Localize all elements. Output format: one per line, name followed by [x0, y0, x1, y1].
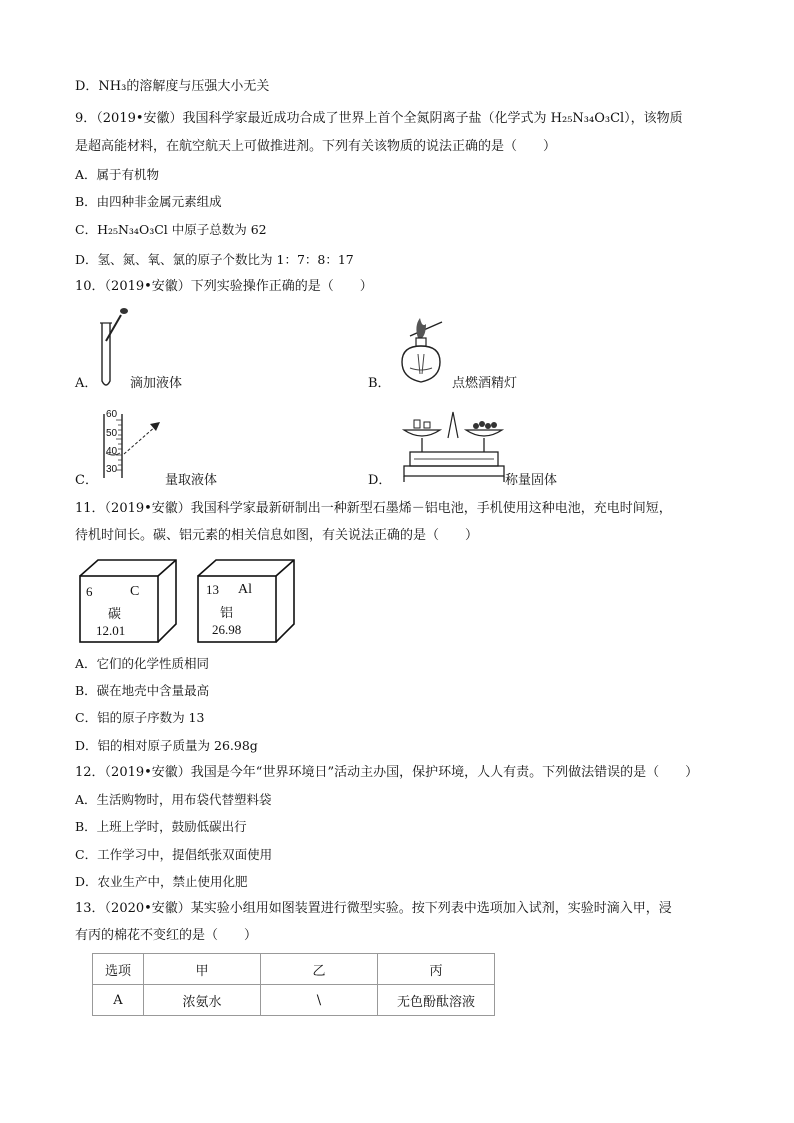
q11-option-d: D．铝的相对原子质量为 26.98g: [75, 738, 258, 753]
q12-stem: 12．（2019•安徽）我国是今年“世界环境日”活动主办国，保护环境，人人有责。下列做法错误的是（ ）: [75, 765, 699, 780]
table-header-cell: 乙: [261, 954, 378, 985]
q13-stem-line2: 有丙的棉花不变红的是（ ）: [75, 928, 258, 943]
carbon-name: 碳: [108, 606, 122, 621]
q12-option-c: C．工作学习中，提倡纸张双面使用: [75, 847, 273, 862]
element-cell-carbon: [78, 558, 178, 644]
q10-stem: 10．（2019•安徽）下列实验操作正确的是（ ）: [75, 279, 373, 294]
aluminum-symbol: Al: [238, 582, 252, 597]
q10-option-a-label: 滴加液体: [130, 376, 183, 391]
table-header-cell: 选项: [93, 954, 144, 985]
q9-stem-line2: 是超高能材料，在航空航天上可做推进剂。下列有关该物质的说法正确的是（ ）: [75, 139, 557, 154]
q12-option-b: B．上班上学时，鼓励低碳出行: [75, 819, 247, 834]
q12-option-d: D．农业生产中，禁止使用化肥: [75, 874, 248, 889]
q9-option-a: A．属于有机物: [75, 167, 160, 182]
q12-option-a: A．生活购物时，用布袋代替塑料袋: [75, 792, 272, 807]
q10-option-b-letter: B．: [368, 376, 391, 391]
carbon-atomic-number: 6: [86, 584, 93, 599]
q11-option-a: A．它们的化学性质相同: [75, 656, 210, 671]
q13-stem-line1: 13．（2020•安徽）某实验小组用如图装置进行微型实验。按下列表中选项加入试剂，实验时滴入甲，浸: [75, 901, 672, 916]
q11-option-c: C．铝的原子序数为 13: [75, 710, 205, 725]
table-cell: 浓氨水: [144, 985, 261, 1016]
carbon-symbol: C: [130, 584, 140, 599]
table-header-cell: 甲: [144, 954, 261, 985]
aluminum-atomic-mass: 26.98: [212, 622, 242, 637]
aluminum-name: 铝: [220, 605, 234, 620]
q10-option-b-label: 点燃酒精灯: [452, 376, 518, 391]
cylinder-tick-60: 60: [106, 409, 118, 420]
q11-stem-line2: 待机时间长。碳、铝元素的相关信息如图，有关说法正确的是（ ）: [75, 528, 479, 543]
aluminum-atomic-number: 13: [206, 582, 219, 597]
table-header-cell: 丙: [378, 954, 495, 985]
q9-stem-line1: 9．（2019•安徽）我国科学家最近成功合成了世界上首个全氮阴离子盐（化学式为 H₂₅N₃₄O₃Cl），该物质: [75, 111, 683, 126]
q10-option-c-letter: C．: [75, 473, 98, 488]
q9-option-b: B．由四种非金属元素组成: [75, 194, 222, 209]
table-cell: \: [261, 985, 378, 1016]
table-cell: A: [93, 985, 144, 1016]
q8-option-d: D．NH₃的溶解度与压强大小无关: [75, 79, 270, 94]
q11-option-b: B．碳在地壳中含量最高: [75, 683, 210, 698]
q13-reagent-table: [92, 953, 495, 1016]
element-cell-aluminum: [196, 558, 296, 644]
table-row: [93, 985, 495, 1016]
cylinder-tick-40: 40: [106, 446, 118, 457]
alcohol-lamp-figure: [392, 312, 452, 392]
q10-option-d-letter: D．: [368, 473, 392, 488]
cylinder-tick-50: 50: [106, 428, 118, 439]
q10-option-c-label: 量取液体: [165, 473, 218, 488]
aluminum-cube-outline: [196, 558, 296, 644]
carbon-atomic-mass: 12.01: [96, 623, 126, 638]
q10-option-d-label: 称量固体: [505, 473, 558, 488]
cylinder-tick-30: 30: [106, 464, 118, 475]
q9-option-d: D．氢、氮、氧、氯的原子个数比为 1：7：8：17: [75, 252, 354, 267]
table-header-row: [93, 954, 495, 985]
balance-scale-figure: [400, 408, 510, 488]
table-cell: 无色酚酞溶液: [378, 985, 495, 1016]
q11-stem-line1: 11．（2019•安徽）我国科学家最新研制出一种新型石墨烯－铝电池，手机使用这种电池，充电时间短，: [75, 501, 672, 516]
carbon-cube-outline: [78, 558, 178, 644]
q10-option-a-letter: A．: [75, 376, 98, 391]
q9-option-c: C．H₂₅N₃₄O₃Cl 中原子总数为 62: [75, 222, 267, 237]
